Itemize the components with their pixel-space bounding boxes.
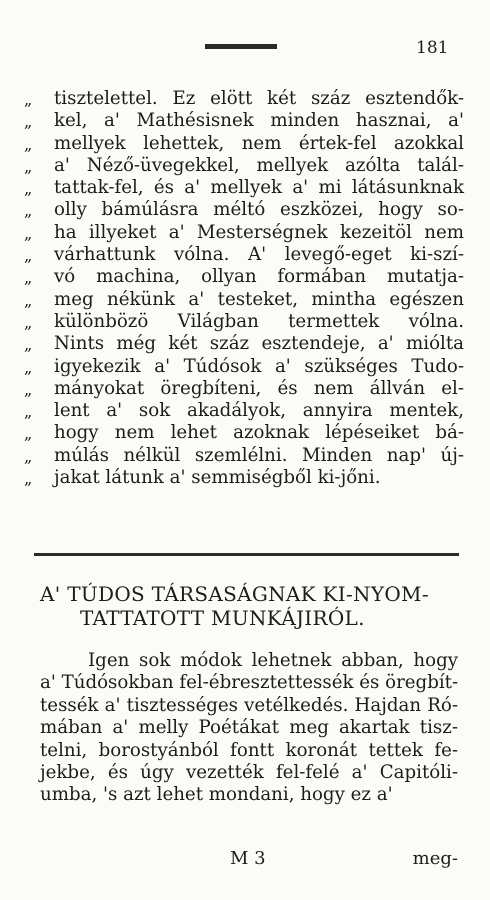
text-line: telni, borostyánból fontt koronát tettek fe- <box>40 739 458 761</box>
text-line <box>24 133 464 155</box>
line-text: igyekezik a' Túdósok a' szükséges Tudo- <box>54 355 464 377</box>
line-text: mányokat öregbíteni, és nem állván el- <box>54 377 464 399</box>
quote-mark: „ <box>24 112 33 132</box>
line-text: meg nékünk a' testeket, mintha egészen <box>54 288 464 310</box>
quote-mark: „ <box>24 246 33 266</box>
quote-mark: „ <box>24 335 33 355</box>
line-text: ha illyeket a' Mesterségnek kezeitöl nem <box>54 221 464 243</box>
line-text: a' Néző-üvegekkel, mellyek azólta talál- <box>54 154 464 176</box>
line-text: vó machina, ollyan formában mutatja- <box>54 266 464 288</box>
quote-mark: „ <box>24 402 33 422</box>
section-title <box>40 582 460 630</box>
quote-mark: „ <box>24 446 33 466</box>
line-text: olly bámúlásra méltó eszközei, hogy so- <box>54 199 464 221</box>
section-title-line: TATTATOTT MUNKÁJIRÓL. <box>80 606 365 630</box>
line-text: várhattunk vólna. A' levegő-eget ki-szí- <box>54 244 464 266</box>
quote-mark: „ <box>24 134 33 154</box>
text-line <box>24 311 464 333</box>
text-line <box>24 177 464 199</box>
text-line <box>24 266 464 288</box>
line-text: Nints még két száz esztendeje, a' miólta <box>54 333 464 355</box>
line-text: tisztelettel. Ez elött két száz esztendők- <box>54 88 464 109</box>
text-line: Igen sok módok lehetnek abban, hogy <box>88 650 458 671</box>
text-line: mában a' melly Poétákat meg akartak tisz- <box>40 717 458 739</box>
line-text: hogy nem lehet azoknak lépéseiket bá- <box>54 422 464 444</box>
text-line <box>24 378 464 400</box>
quote-mark: „ <box>24 424 33 444</box>
text-line <box>24 445 464 467</box>
text-line <box>24 88 464 110</box>
text-line: tessék a' tisztességes vetélkedés. Hajdan Ró- <box>40 694 458 716</box>
line-text: mellyek lehettek, nem értek-fel azokkal <box>54 132 464 154</box>
line-text: tattak-fel, és a' mellyek a' mi látásunknak <box>54 177 464 199</box>
quote-mark: „ <box>24 179 33 199</box>
line-text: lent a' sok akadályok, annyira mentek, <box>54 400 464 422</box>
text-line: a' Túdósokban fel-ébresztettessék és öregbít- <box>40 672 459 694</box>
text-line <box>24 333 464 355</box>
text-line: jekbe, és úgy vezették fel-felé a' Capitóli- <box>40 761 458 783</box>
quote-mark: „ <box>24 201 33 221</box>
line-text: múlás nélkül szemlélni. Minden nap' új- <box>54 444 464 466</box>
text-line <box>24 356 464 378</box>
quote-mark: „ <box>24 90 33 109</box>
text-line <box>24 422 464 444</box>
quote-mark: „ <box>24 290 33 310</box>
body-paragraph <box>40 650 458 807</box>
quote-mark: „ <box>24 312 33 332</box>
text-line <box>24 467 464 489</box>
catchword: meg- <box>412 848 458 869</box>
signature-mark: M 3 <box>230 848 266 869</box>
quote-mark: „ <box>24 156 33 176</box>
section-separator <box>34 553 459 556</box>
text-line <box>24 222 464 244</box>
text-line: umba, 's azt lehet mondani, hogy ez a' <box>40 784 393 806</box>
text-line <box>24 289 464 311</box>
text-line <box>24 244 464 266</box>
text-line <box>24 110 464 132</box>
text-line <box>24 155 464 177</box>
line-text: különbözö Világban termettek vólna. <box>54 310 464 332</box>
text-line <box>24 199 464 221</box>
line-text: kel, a' Mathésisnek minden hasznai, a' <box>54 110 464 132</box>
section-title-line: A' TÚDOS TÁRSASÁGNAK KI-NYOM- <box>40 582 429 606</box>
quote-mark: „ <box>24 469 33 489</box>
header-rule <box>205 44 277 49</box>
text-line <box>24 400 464 422</box>
quote-mark: „ <box>24 268 33 288</box>
quote-mark: „ <box>24 379 33 399</box>
quote-mark: „ <box>24 223 33 243</box>
page-number: 181 <box>416 38 449 58</box>
quoted-paragraph <box>24 88 464 489</box>
quote-mark: „ <box>24 357 33 377</box>
line-text: jakat látunk a' semmiségből ki-jőni. <box>54 467 381 489</box>
